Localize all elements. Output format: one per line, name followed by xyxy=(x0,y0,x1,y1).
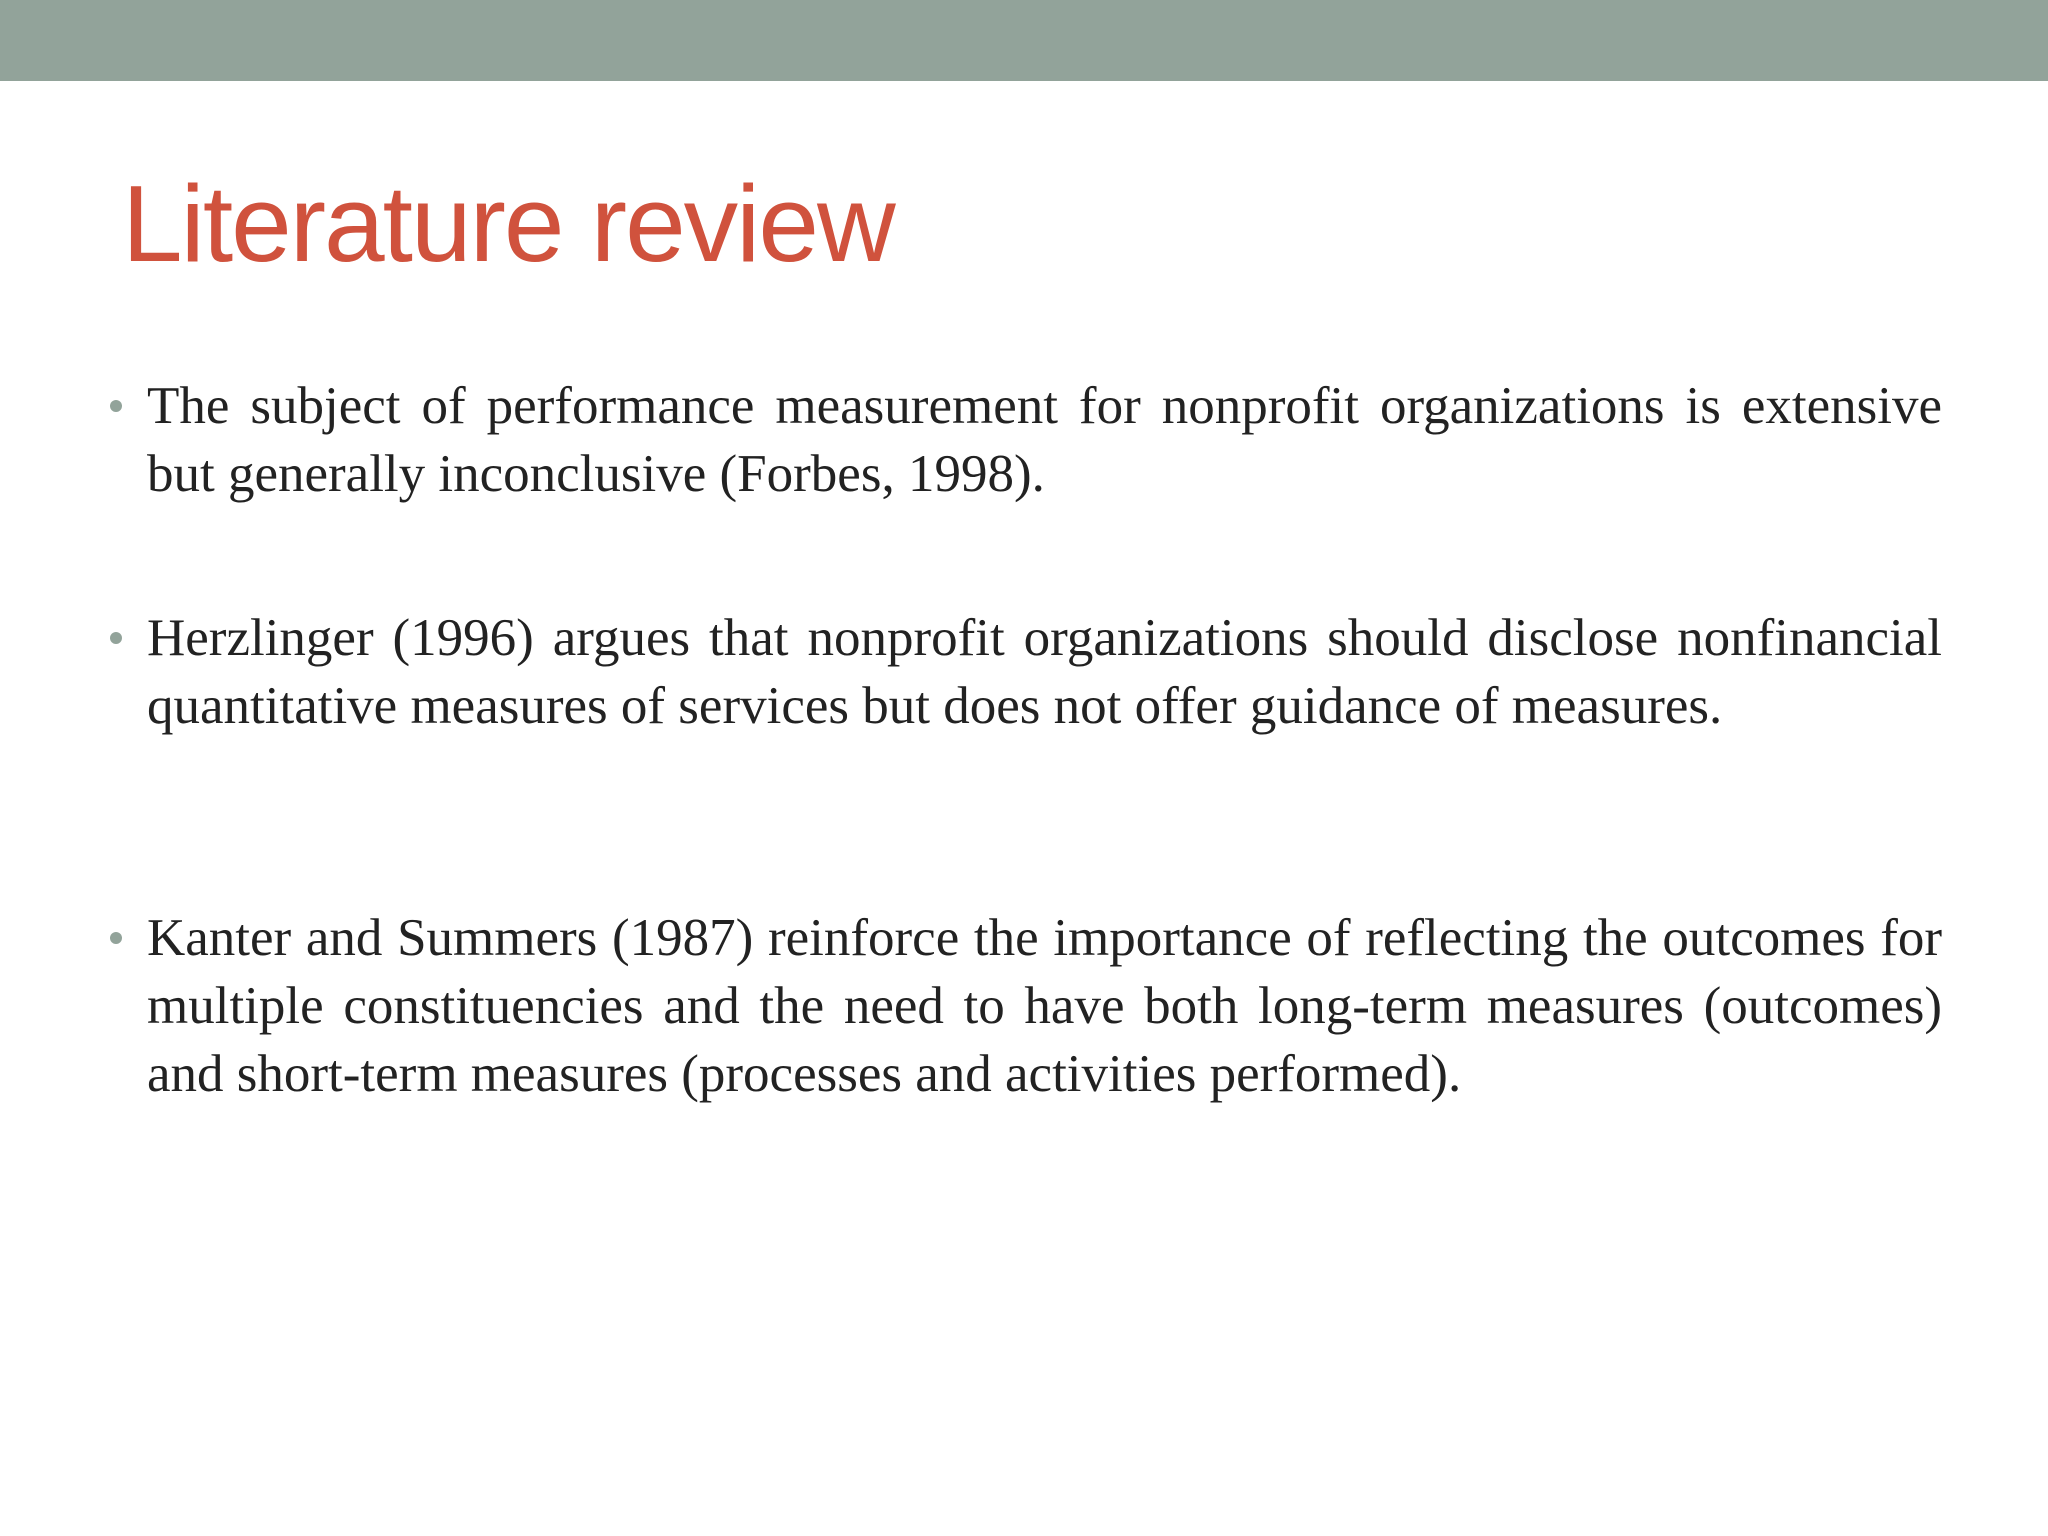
bullet-dot-icon xyxy=(110,632,122,644)
bullet-dot-icon xyxy=(110,400,122,412)
bullet-item xyxy=(147,604,1942,740)
bullet-item xyxy=(147,372,1942,508)
bullet-dot-icon xyxy=(110,932,122,944)
bullet-text: The subject of performance measurement for nonprofit organizations is extensive but generally inconclusive (Forbes, 1998). xyxy=(147,377,1942,503)
bullet-item xyxy=(147,904,1942,1108)
slide-title: Literature review xyxy=(122,163,894,285)
bullet-text: Kanter and Summers (1987) reinforce the importance of reflecting the outcomes for multiple constituencies and the need to have both long-term measures (outcomes) and short-term measures (processes and activities performed). xyxy=(147,909,1942,1103)
bullet-text: Herzlinger (1996) argues that nonprofit organizations should disclose nonfinancial quantitative measures of services but does not offer guidance of measures. xyxy=(147,609,1942,735)
